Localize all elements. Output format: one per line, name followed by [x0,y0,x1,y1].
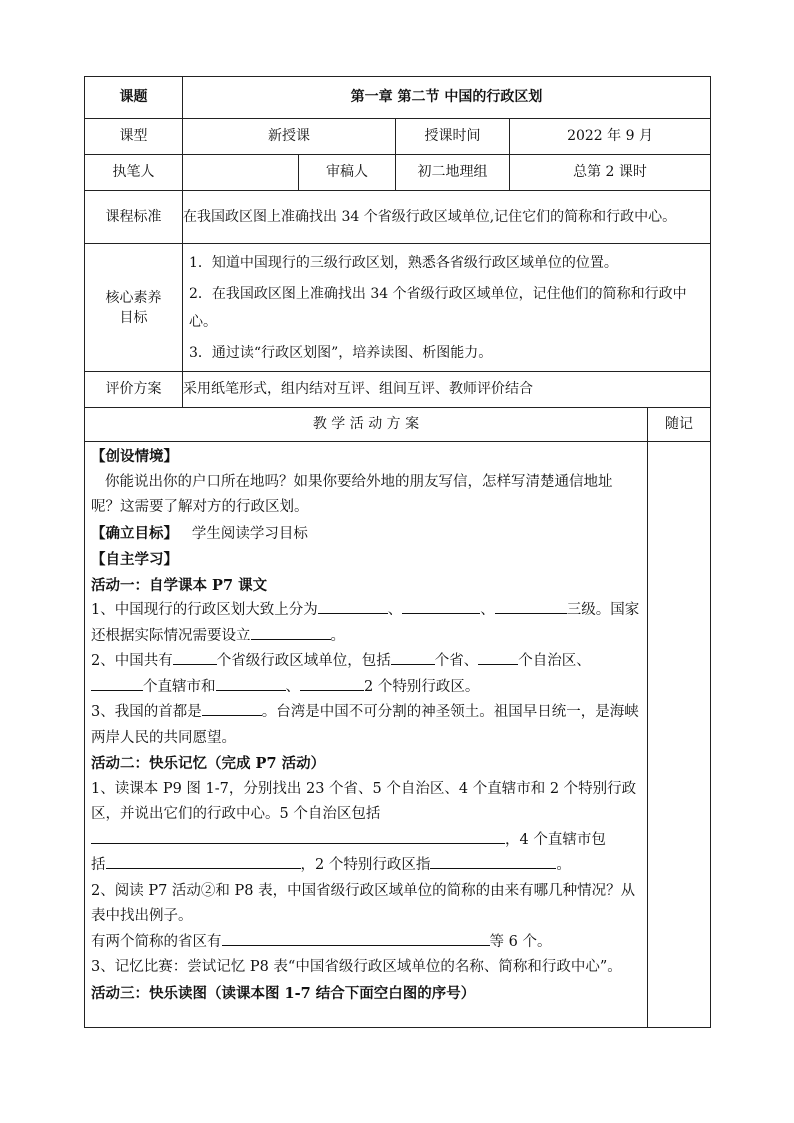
period-value: 总第 2 课时 [510,155,711,191]
question-1: 1、中国现行的行政区划大致上分为 、 、 三级。国家还根据实际情况需要设立 。 [91,598,641,649]
activity-body [85,442,648,1028]
time-label: 授课时间 [396,119,510,155]
evaluation-text: 采用纸笔形式，组内结对互评、组间互评、教师评价结合 [183,372,711,408]
topic-label: 课题 [85,77,183,119]
evaluation-label: 评价方案 [85,372,183,408]
type-label: 课型 [85,119,183,155]
section-scenario-title: 【创设情境】 [91,448,178,465]
goals-label-text: 核心素养目标 [105,289,162,326]
task-3: 3、记忆比赛：尝试记忆 P8 表“中国省级行政区域单位的名称、简称和行政中心”。 [91,959,622,975]
section-goal-title: 【确立目标】 [91,524,178,542]
goal-item-3: 3．通过读“行政区划图”，培养读图、析图能力。 [189,344,493,361]
goals-label [85,244,183,372]
topic-title: 第一章 第二节 中国的行政区划 [183,77,711,119]
standard-text: 在我国政区图上准确找出 34 个省级行政区域单位,记住它们的简称和行政中心。 [183,191,711,244]
blank[interactable] [91,828,505,844]
reviewer-label: 审稿人 [299,155,396,191]
blank[interactable] [402,598,480,614]
blank[interactable] [478,649,518,665]
section-scenario-text: 你能说出你的户口所在地吗？如果你要给外地的朋友写信，怎样写清楚通信地址呢？这需要了解对方的行政区划。 [91,473,613,515]
type-value: 新授课 [183,119,396,155]
section-self-study-title: 【自主学习】 [91,551,178,568]
section-goal-text: 学生阅读学习目标 [191,525,308,542]
activity1-title: 活动一：自学课本 P7 课文 [91,576,268,594]
blank[interactable] [173,649,217,665]
lesson-plan-table [84,76,711,1028]
notes-header: 随记 [648,408,711,442]
blank[interactable] [106,853,301,869]
blank[interactable] [216,675,286,691]
blank[interactable] [251,624,331,640]
blank[interactable] [202,700,262,716]
reviewer-value: 初二地理组 [396,155,510,191]
blank[interactable] [495,598,567,614]
question-2: 2、中国共有 个省级行政区域单位，包括 个省、 个自治区、个直辖市和 、 2 个特别行政区。 [91,649,641,700]
task-2: 2、阅读 P7 活动②和 P8 表，中国省级行政区域单位的简称的由来有哪几种情况？从表中找出例子。 有两个简称的省区有 等 6 个。 [91,882,636,950]
blank[interactable] [391,649,435,665]
activity-plan-header: 教 学 活 动 方 案 [85,408,648,442]
blank[interactable] [91,675,143,691]
goals-list [183,244,711,372]
blank[interactable] [300,675,364,691]
time-value: 2022 年 9 月 [510,119,711,155]
author-label: 执笔人 [85,155,183,191]
blank[interactable] [222,930,490,946]
activity2-title: 活动二：快乐记忆（完成 P7 活动） [91,755,326,772]
notes-column[interactable] [648,442,711,1028]
goal-item-2: 2．在我国政区图上准确找出 34 个省级行政区域单位，记住他们的简称和行政中心。 [189,285,687,330]
author-value [183,155,299,191]
blank[interactable] [430,853,556,869]
question-3: 3、我国的首都是 。台湾是中国不可分割的神圣领土。祖国早日统一，是海峡两岸人民的共同愿望。 [91,700,641,751]
activity3-title: 活动三：快乐读图（读课本图 1-7 结合下面空白图的序号） [91,984,476,1002]
goal-item-1: 1．知道中国现行的三级行政区划，熟悉各省级行政区域单位的位置。 [189,254,618,271]
task-1: 1、读课本 P9 图 1-7，分别找出 23 个省、5 个自治区、4 个直辖市和 2 个特别行政区，并说出它们的行政中心。5 个自治区包括 ，4 个直辖市包 括 ，2 个特别行政区指 。 [91,780,637,873]
blank[interactable] [318,598,388,614]
standard-label: 课程标准 [85,191,183,244]
